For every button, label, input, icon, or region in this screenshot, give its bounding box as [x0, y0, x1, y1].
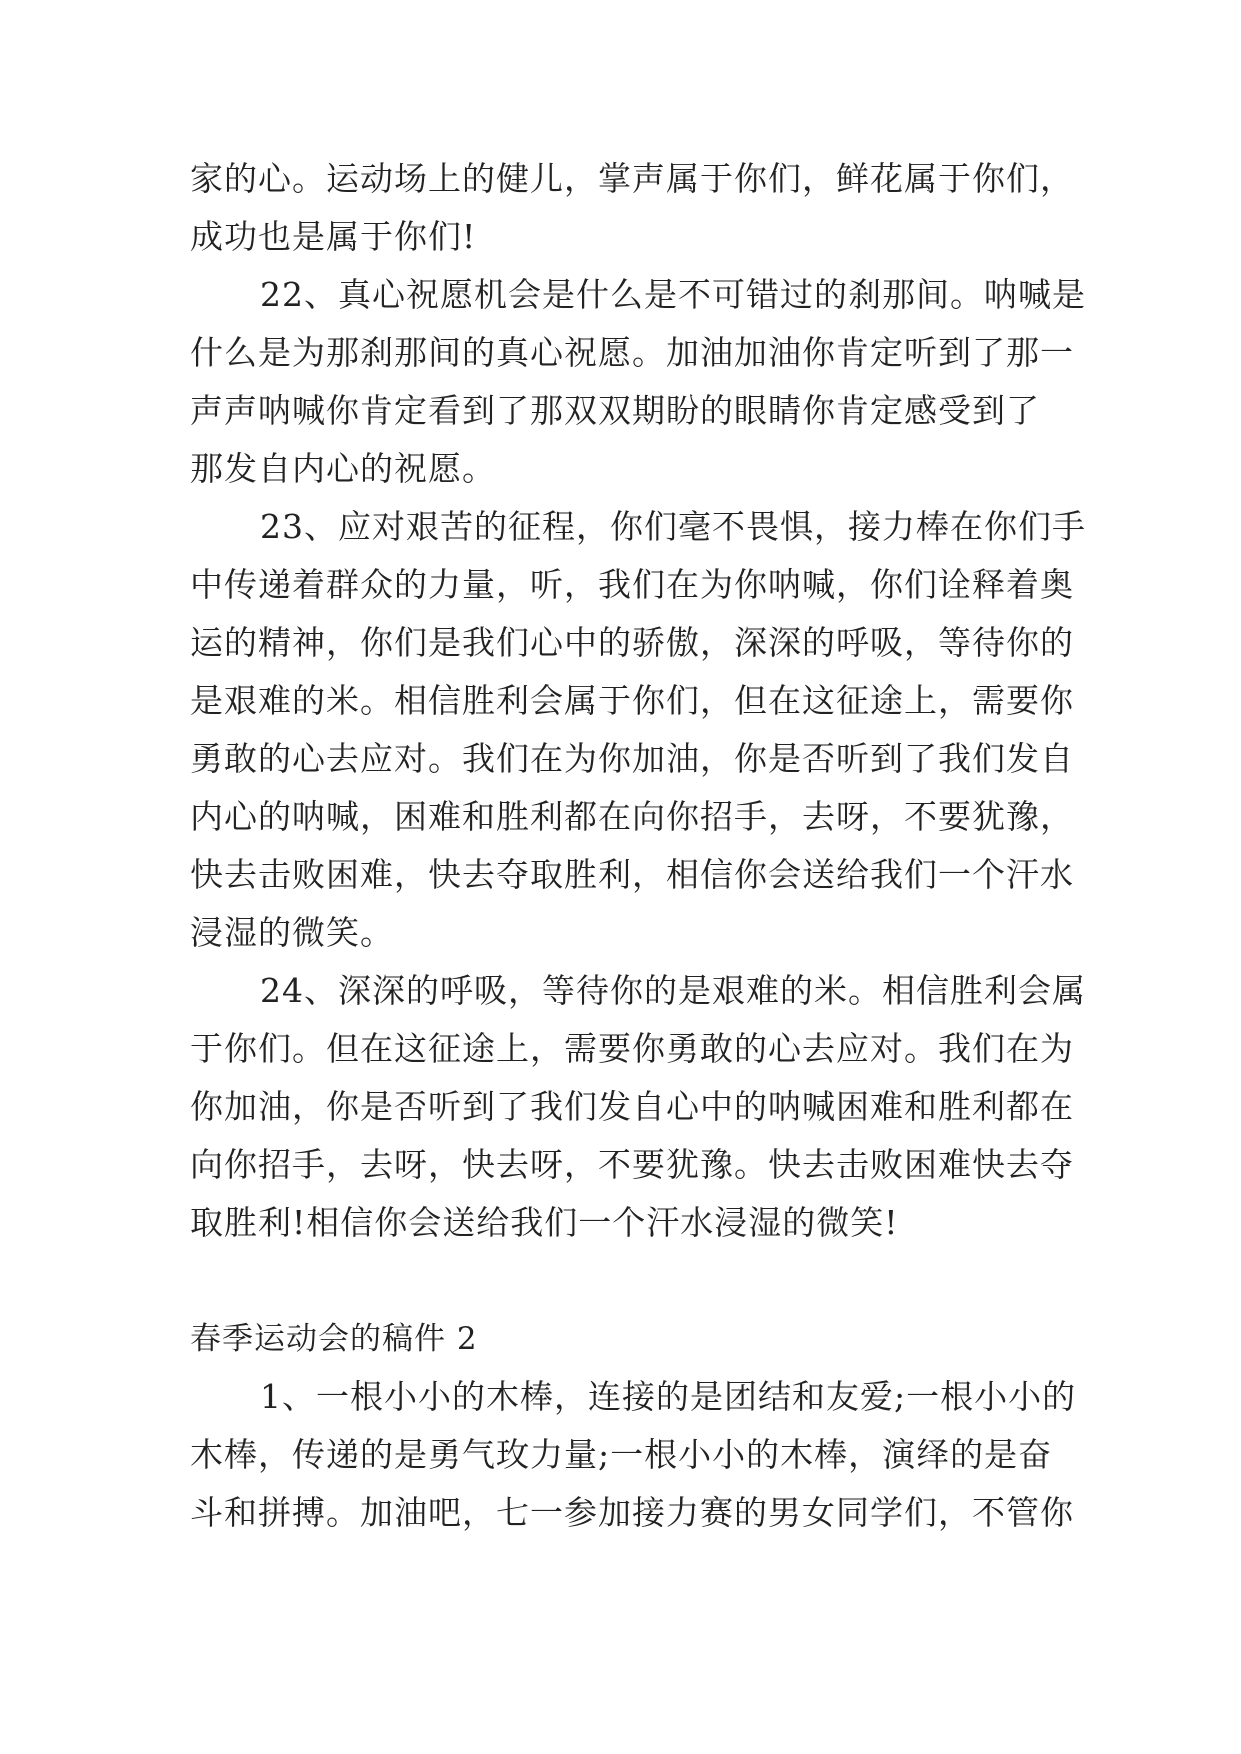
text-line: 勇敢的心去应对。我们在为你加油，你是否听到了我们发自	[190, 739, 1074, 778]
text-line: 家的心。运动场上的健儿，掌声属于你们，鲜花属于你们，	[190, 159, 1074, 198]
text-line: 22、真心祝愿机会是什么是不可错过的刹那间。呐喊是	[260, 275, 1086, 314]
text-line: 是艰难的米。相信胜利会属于你们，但在这征途上，需要你	[190, 681, 1074, 720]
text-line: 24、深深的呼吸，等待你的是艰难的米。相信胜利会属	[260, 971, 1086, 1010]
section-spacer	[190, 1252, 1060, 1310]
text-line: 快去击败困难，快去夺取胜利，相信你会送给我们一个汗水	[190, 855, 1074, 894]
text-line: 成功也是属于你们!	[190, 217, 477, 256]
text-line: 那发自内心的祝愿。	[190, 449, 496, 488]
text-line: 声声呐喊你肯定看到了那双双期盼的眼睛你肯定感受到了	[190, 391, 1040, 430]
text-line: 木棒，传递的是勇气玫力量;一根小小的木棒，演绎的是奋	[190, 1435, 1053, 1474]
text-line: 向你招手，去呀，快去呀，不要犹豫。快去击败困难快去夺	[190, 1145, 1074, 1184]
text-line: 斗和拼搏。加油吧，七一参加接力赛的男女同学们，不管你	[190, 1493, 1074, 1532]
text-line: 你加油，你是否听到了我们发自心中的呐喊困难和胜利都在	[190, 1087, 1074, 1126]
text-line: 于你们。但在这征途上，需要你勇敢的心去应对。我们在为	[190, 1029, 1074, 1068]
paragraph-22	[190, 266, 1086, 498]
paragraph-23	[190, 498, 1086, 962]
document-page	[190, 150, 1086, 1542]
paragraph-24	[190, 962, 1086, 1252]
text-line: 23、应对艰苦的征程，你们毫不畏惧，接力棒在你们手	[260, 507, 1086, 546]
text-line: 取胜利!相信你会送给我们一个汗水浸湿的微笑!	[190, 1203, 899, 1242]
text-line: 内心的呐喊，困难和胜利都在向你招手，去呀，不要犹豫，	[190, 797, 1074, 836]
paragraph-1	[190, 1368, 1077, 1542]
text-line: 1、一根小小的木棒，连接的是团结和友爱;一根小小的	[260, 1377, 1077, 1416]
text-line: 浸湿的微笑。	[190, 913, 394, 952]
section-title: 春季运动会的稿件 2	[190, 1321, 478, 1357]
text-line: 中传递着群众的力量，听，我们在为你呐喊，你们诠释着奥	[190, 565, 1074, 604]
text-line: 什么是为那刹那间的真心祝愿。加油加油你肯定听到了那一	[190, 333, 1074, 372]
paragraph-continued	[190, 150, 1074, 266]
text-line: 运的精神，你们是我们心中的骄傲，深深的呼吸，等待你的	[190, 623, 1074, 662]
